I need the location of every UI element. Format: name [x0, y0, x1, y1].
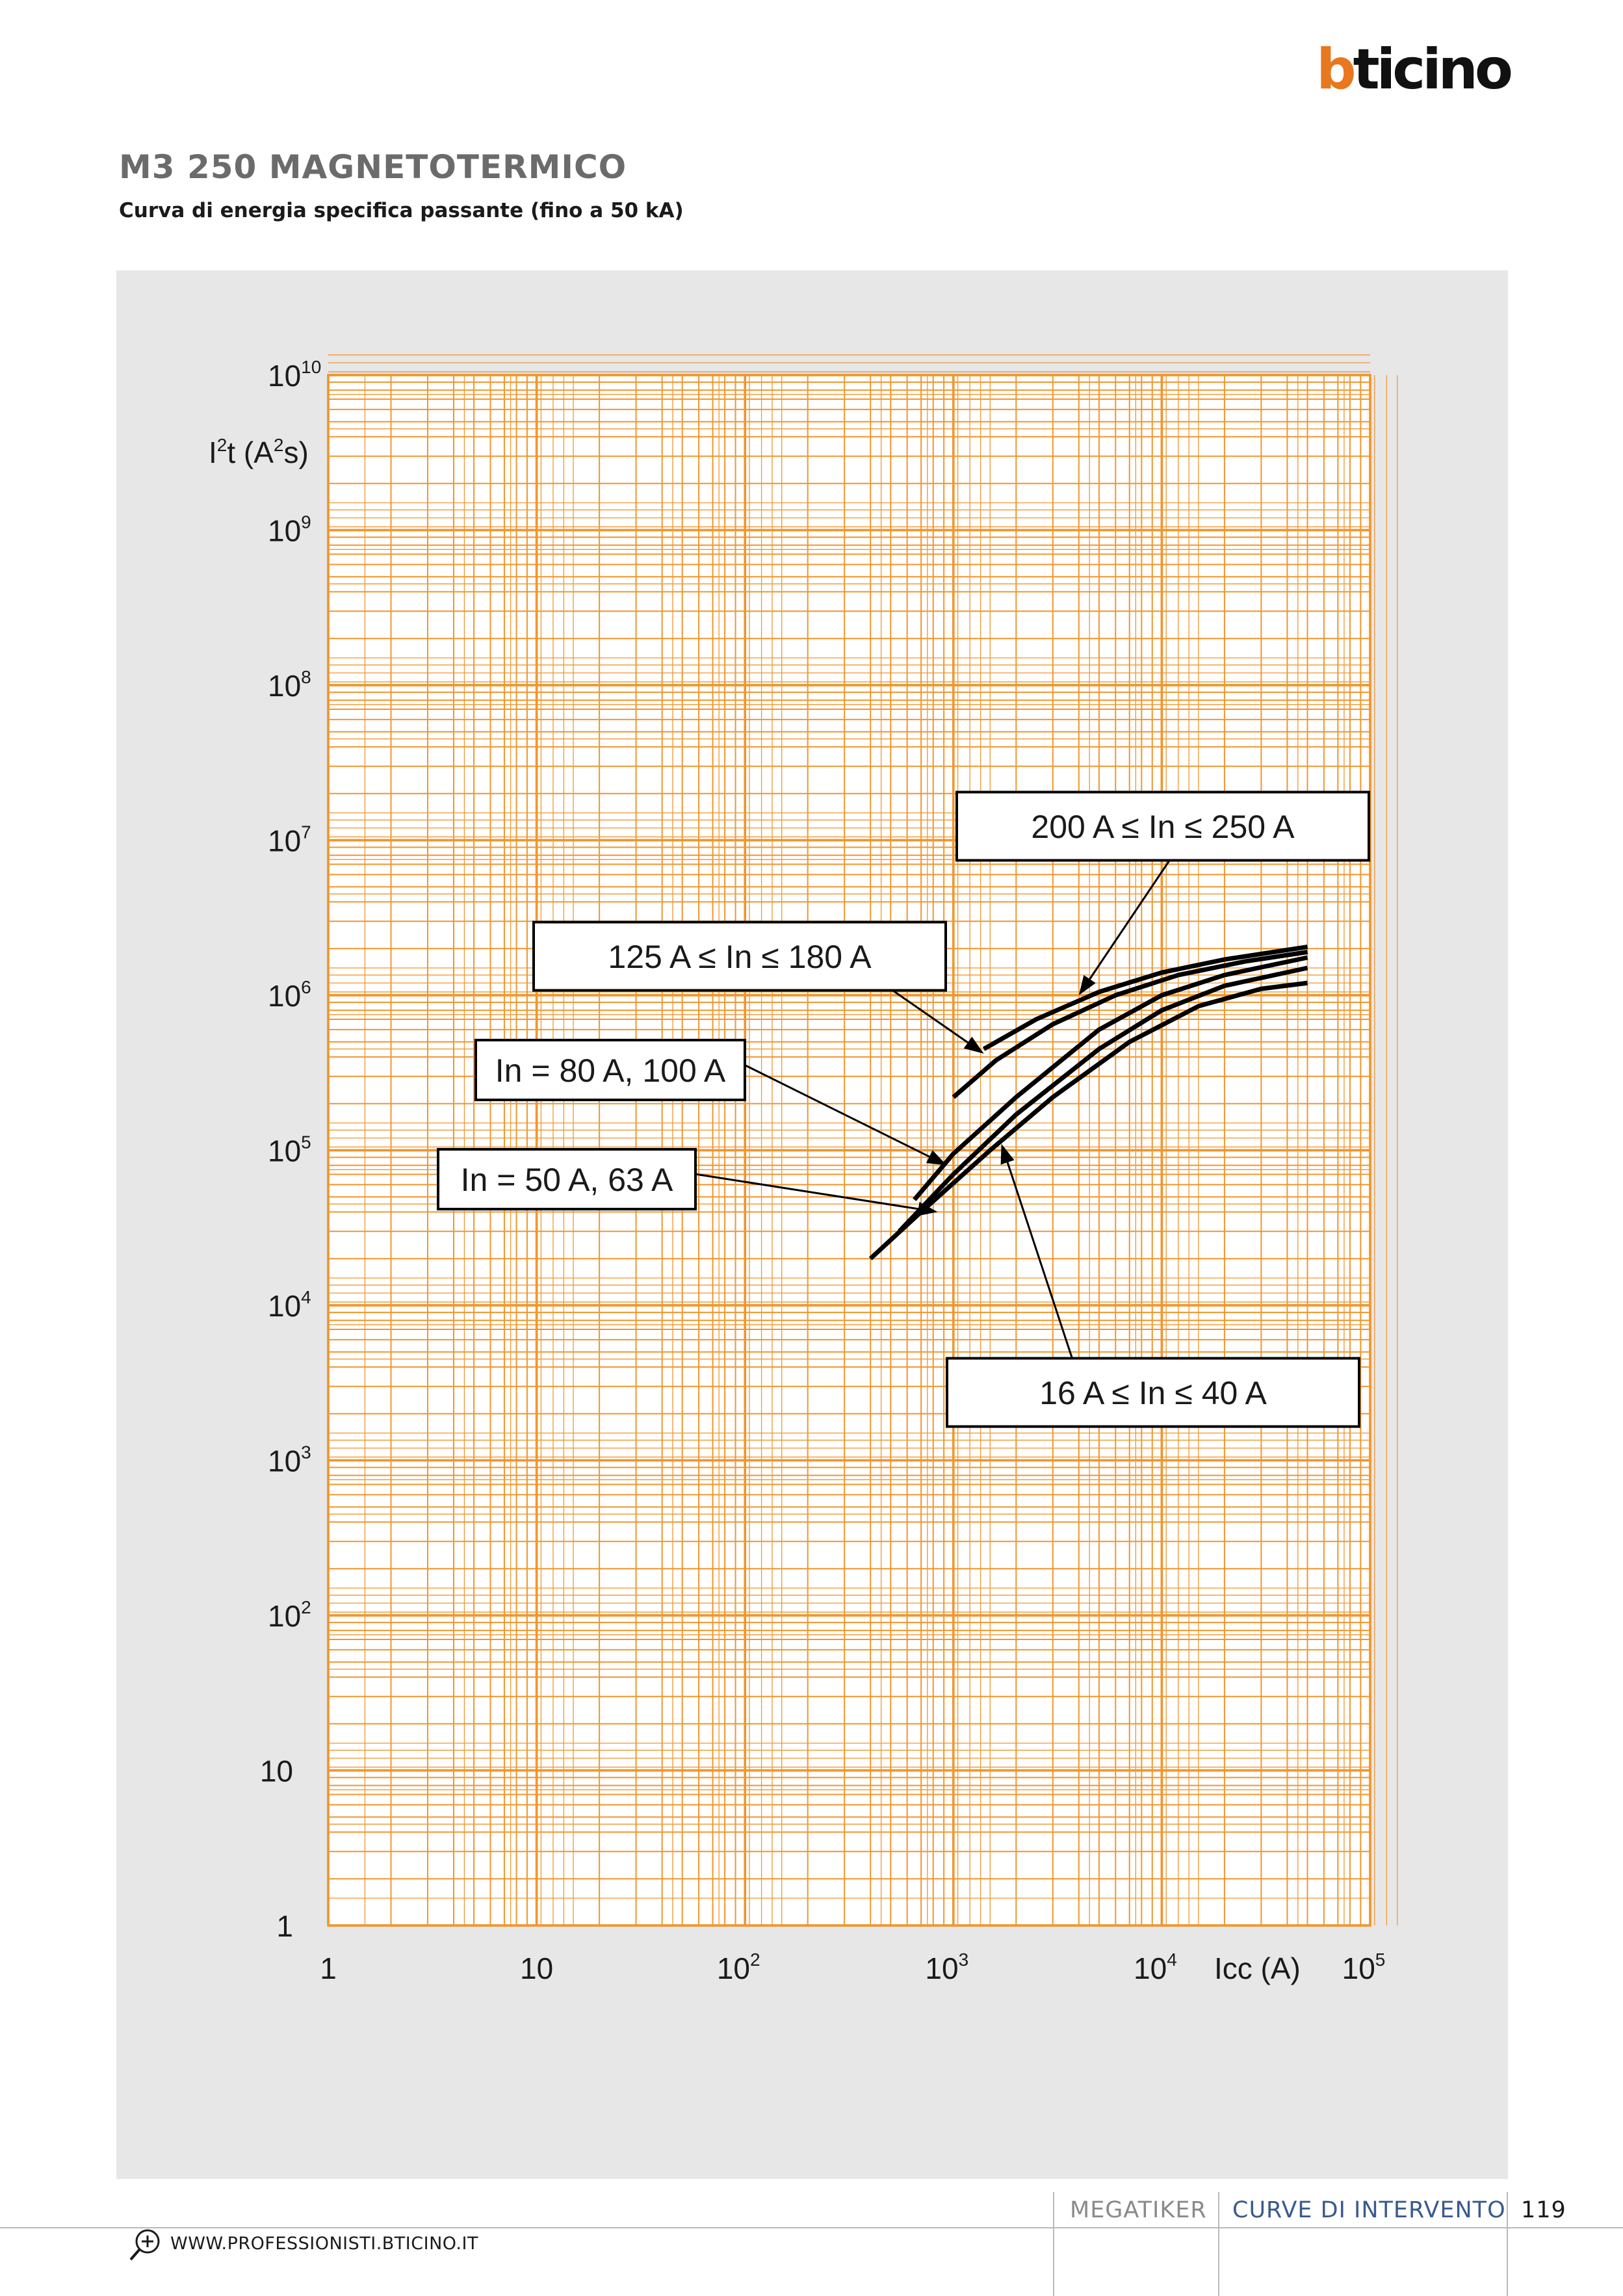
let-through-energy-chart: [116, 270, 1508, 2179]
website-link[interactable]: WWW.PROFESSIONISTI.BTICINO.IT: [170, 2234, 478, 2254]
page-subtitle: Curva di energia specifica passante (fino a 50 kA): [119, 199, 684, 222]
x-tick-label: $10^4$: [1134, 1950, 1177, 1985]
annotation-label: In = 80 A, 100 A: [495, 1052, 726, 1089]
x-tick-label: $10^5$: [1342, 1950, 1386, 1985]
y-tick-label: $10^6$: [268, 977, 311, 1013]
y-tick-label: $10^5$: [268, 1132, 311, 1168]
footer-divider: [1218, 2192, 1219, 2296]
annotation-label: 16 A ≤ In ≤ 40 A: [1039, 1375, 1267, 1411]
page-title: M3 250 MAGNETOTERMICO: [119, 148, 627, 186]
y-tick-label: $10^8$: [268, 667, 311, 703]
x-tick-label: $10^3$: [925, 1950, 969, 1985]
y-tick-label: 10: [259, 1754, 293, 1788]
footer-section: MEGATIKER: [1070, 2197, 1207, 2223]
y-tick-label: $10^3$: [268, 1442, 311, 1478]
x-tick-label: 1: [320, 1951, 337, 1985]
bticino-logo: bticino: [1316, 37, 1510, 102]
footer-chapter: CURVE DI INTERVENTO: [1232, 2197, 1506, 2223]
y-tick-label: $10^7$: [268, 822, 311, 858]
chart-panel: [116, 270, 1508, 2179]
y-tick-label: 1: [276, 1909, 293, 1943]
footer-rule: [0, 2227, 1623, 2228]
x-tick-label: $10^2$: [716, 1950, 760, 1985]
y-axis-label: $I^2t$ $(A^2s)$: [209, 435, 309, 469]
footer-divider: [1507, 2192, 1508, 2296]
magnifier-icon: [127, 2226, 165, 2263]
annotation-label: 200 A ≤ In ≤ 250 A: [1031, 809, 1295, 845]
page-number: 119: [1521, 2197, 1566, 2223]
annotation-label: In = 50 A, 63 A: [460, 1162, 673, 1198]
y-tick-label: $10^4$: [268, 1287, 311, 1323]
y-tick-label: $10^9$: [268, 512, 311, 548]
footer-divider: [1053, 2192, 1054, 2296]
x-tick-label: 10: [520, 1951, 554, 1985]
annotation-label: 125 A ≤ In ≤ 180 A: [608, 939, 872, 975]
y-tick-label: $10^2$: [268, 1597, 311, 1633]
y-tick-label: $10^{10}$: [268, 357, 322, 393]
x-axis-label: Icc (A): [1214, 1951, 1301, 1985]
